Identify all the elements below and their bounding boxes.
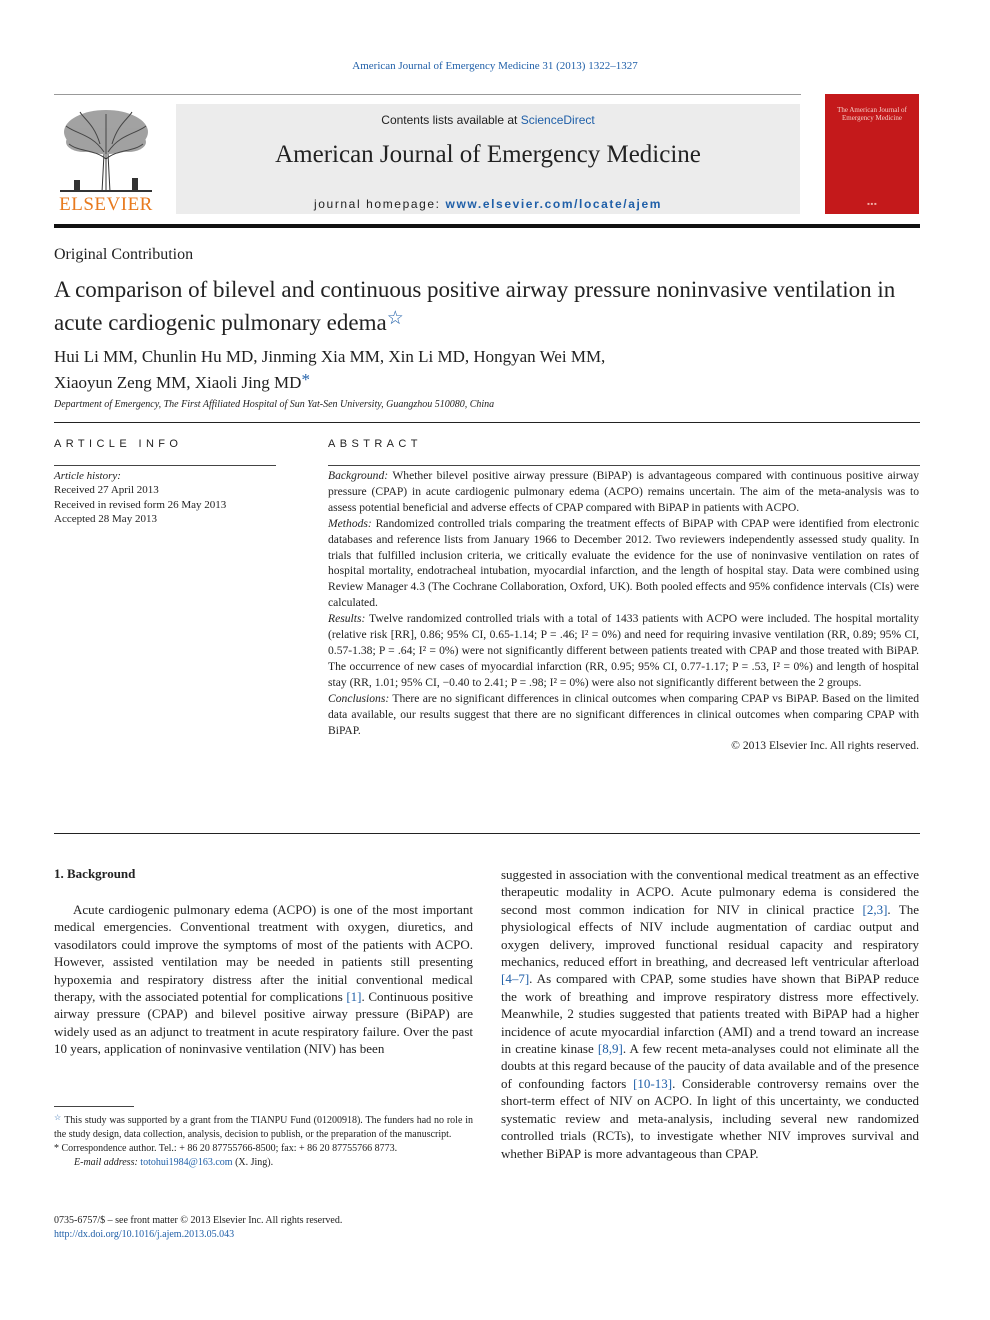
title-divider (54, 422, 920, 423)
funding-text: This study was supported by a grant from the TIANPU Fund (01200918). The funders had no role in the study design, data collection, analysis, decision to publish, or the preparation of the manuscript. (54, 1115, 474, 1140)
issn-block (54, 1214, 473, 1242)
cover-footer-mark: ■ ■ ■ (867, 201, 877, 206)
background-label: Background: (328, 469, 389, 482)
header-divider (54, 94, 801, 95)
sciencedirect-link[interactable]: ScienceDirect (520, 113, 595, 127)
email-suffix: (X. Jing). (232, 1157, 274, 1168)
journal-cover-image (825, 94, 919, 214)
authors-line-2-wrap (54, 368, 920, 394)
article-info-rule (54, 465, 276, 466)
background-text: Whether bilevel positive airway pressure (BiPAP) is advantageous compared with continuous positive airway pressure (CPAP) in acute cardiogenic pulmonary edema (ACPO) remains uncertain. The aim of the meta-analysis was to assess potential beneficial and adverse effects of CPAP compared with BiPAP in patients with ACPO. (328, 469, 919, 514)
methods-label: Methods: (328, 516, 372, 530)
correspondence-mark: * (54, 1143, 59, 1154)
body-paragraph (54, 901, 473, 1058)
methods-text: Randomized controlled trials comparing the treatment effects of BiPAP with CPAP were identified from electronic databases and reference lists from January 1966 to December 2012. Two reviewers independently assessed study quality. In trials that fulfilled inclusion criteria, we critically evaluate the evidence for the use of noninvasive ventilation on rates of hospital mortality, endotracheal intubation, myocardial infarction, and the length of hospital stay. Data were combined using Review Manager 4.3 (The Cochrane Collaboration, Oxford, UK). Both pooled effects and 95% confidence intervals (CIs) were calculated. (328, 516, 919, 610)
abstract-background (328, 468, 919, 516)
conclusions-label: Conclusions: (328, 691, 390, 705)
conclusions-text: There are no significant differences in clinical outcomes when comparing CPAP vs BiPAP. Based on the limited data available, our results suggest that there are no significant differences in clinical outcomes when comparing CPAP with BiPAP. (328, 691, 919, 737)
citation-link[interactable]: [10-13] (633, 1075, 673, 1091)
funding-star-icon: ☆ (54, 1113, 62, 1122)
journal-masthead (176, 104, 800, 214)
elsevier-logo (54, 104, 158, 216)
elsevier-wordmark: ELSEVIER (59, 194, 153, 215)
citation-link[interactable]: [8,9] (597, 1041, 623, 1057)
authors (54, 345, 920, 394)
title-footnote-star-icon[interactable]: ☆ (386, 308, 404, 329)
history-label: Article history: (54, 470, 121, 482)
cover-title: The American Journal of Emergency Medicine (837, 106, 907, 122)
elsevier-tree-icon (54, 104, 158, 194)
citation-link[interactable]: [2,3] (862, 901, 888, 917)
abstract-results (328, 611, 919, 691)
body-text: . The physiological effects of NIV include augmentation of cardiac output and oxygen delivery, improved functional residual capacity and respiratory mechanics, reduced effort in breathing, and decreased left ventricular afterload (501, 901, 919, 970)
email-label: E-mail address: (74, 1157, 141, 1168)
article-type: Original Contribution (54, 246, 194, 263)
body-text: . A few recent meta-analyses could not eliminate all the doubts at this regard because of the paucity of data available and of the presence of confounding factors (501, 1041, 919, 1091)
body-paragraph (501, 866, 919, 1162)
header-thick-divider (54, 224, 920, 228)
affiliation: Department of Emergency, The First Affiliated Hospital of Sun Yat-Sen University, Guangzhou 510080, China (54, 399, 495, 410)
results-label: Results: (328, 612, 366, 626)
article-title-text: A comparison of bilevel and continuous positive airway pressure noninvasive ventilation in acute cardiogenic pulmonary edema (54, 277, 896, 335)
homepage-line (176, 197, 800, 211)
received-date: Received 27 April 2013 (54, 484, 159, 497)
body-column-right (501, 866, 919, 1162)
contents-line (176, 113, 800, 127)
authors-line-1: Hui Li MM, Chunlin Hu MD, Jinming Xia MM, Xin Li MD, Hongyan Wei MM, (54, 347, 606, 366)
homepage-link[interactable]: www.elsevier.com/locate/ajem (445, 197, 662, 211)
email-link[interactable]: totohui1984@163.com (140, 1157, 233, 1168)
doi-link[interactable]: http://dx.doi.org/10.1016/j.ajem.2013.05.043 (54, 1229, 235, 1240)
correspondence-footnote (54, 1142, 473, 1156)
footnote-rule (54, 1106, 134, 1107)
accepted-date: Accepted 28 May 2013 (54, 513, 157, 526)
body-text: . Continuous positive airway pressure (CPAP) and bilevel positive airway pressure (BiPAP) are widely used as an adjunct to treatment in acute respiratory failure. Over the past 10 years, application of noninvasive ventilation (NIV) has been (54, 989, 473, 1057)
correspondence-text: Correspondence author. Tel.: + 86 20 87755766-8500; fax: + 86 20 87755766 8773. (59, 1143, 398, 1154)
journal-reference[interactable]: American Journal of Emergency Medicine 31 (2013) 1322–1327 (352, 60, 638, 72)
authors-line-2: Xiaoyun Zeng MM, Xiaoli Jing MD (54, 373, 302, 392)
article-history (54, 469, 276, 527)
issn-line: 0735-6757/$ – see front matter © 2013 Elsevier Inc. All rights reserved. (54, 1215, 343, 1226)
footnotes (54, 1111, 473, 1170)
body-text: suggested in association with the conventional medical treatment as an effective therapeutic modality in ACPO. Acute pulmonary edema is considered the second most common indication for NIV in clinical practice (501, 867, 919, 917)
body-text: . As compared with CPAP, some studies have shown that BiPAP reduce the work of breathing and improve respiratory distress more effectively. Meanwhile, 2 studies suggested that patients treated with BiPAP had a higher incidence of acute myocardial infarction (AMI) and a trend toward an increase in creatine kinase (501, 971, 919, 1057)
body-column-left (54, 901, 473, 1058)
revised-date: Received in revised form 26 May 2013 (54, 498, 227, 511)
body-text: Acute cardiogenic pulmonary edema (ACPO) is one of the most important medical emergencies. Conventional treatment with oxygen, diuretics, and vasodilators could improve the symptoms of most of the patients with ACPO. However, assisted ventilation may be needed in patients still presenting hypoxemia and respiratory distress after the initial conventional medical therapy, with the associated potential for complications (54, 902, 473, 1005)
funding-footnote (54, 1111, 473, 1142)
citation-link[interactable]: [4–7] (501, 971, 530, 987)
corresponding-author-mark[interactable]: * (301, 370, 310, 389)
email-footnote (54, 1156, 473, 1170)
abstract-heading: ABSTRACT (328, 438, 422, 450)
results-text: Twelve randomized controlled trials with a total of 1433 patients with ACPO were included. The hospital mortality (relative risk [RR], 0.86; 95% CI, 0.65-1.14; P = .46; I² = 0%) and need for requiring invasive ventilation (RR, 0.89; 95% CI, 0.57-1.38; P = .64; I² = 0%) were not significantly different between patients treated with CPAP and those treated with BiPAP. The occurrence of new cases of myocardial infarction (RR, 0.95; 95% CI, 0.77-1.17; P = .53, I² = 0%) and length of hospital stay (RR, 1.01; 95% CI, −0.40 to 2.41; P = .98; I² = 0%) were also not significantly different between the 2 groups. (328, 612, 919, 689)
citation-link[interactable]: [1] (346, 989, 362, 1005)
abstract-methods (328, 516, 919, 611)
abstract-body (328, 468, 919, 754)
homepage-prefix: journal homepage: (314, 197, 446, 211)
abstract-rule (328, 465, 920, 466)
journal-name: American Journal of Emergency Medicine (275, 141, 701, 168)
article-info-heading: ARTICLE INFO (54, 438, 183, 450)
contents-prefix: Contents lists available at (381, 113, 521, 127)
abstract-conclusions (328, 691, 919, 739)
body-text: . Considerable controversy remains over the short-term effect of NIV on ACPO. In light of this uncertainty, we conducted systematic review and meta-analysis, including several new randomized controlled trials (RCTs), to investigate whether NIV improves survival and whether BiPAP is more advantageous than CPAP. (501, 1075, 919, 1161)
section-heading-background: 1. Background (54, 866, 136, 881)
abstract-bottom-divider (54, 833, 920, 834)
article-title (54, 275, 920, 337)
abstract-copyright: © 2013 Elsevier Inc. All rights reserved. (731, 739, 919, 753)
